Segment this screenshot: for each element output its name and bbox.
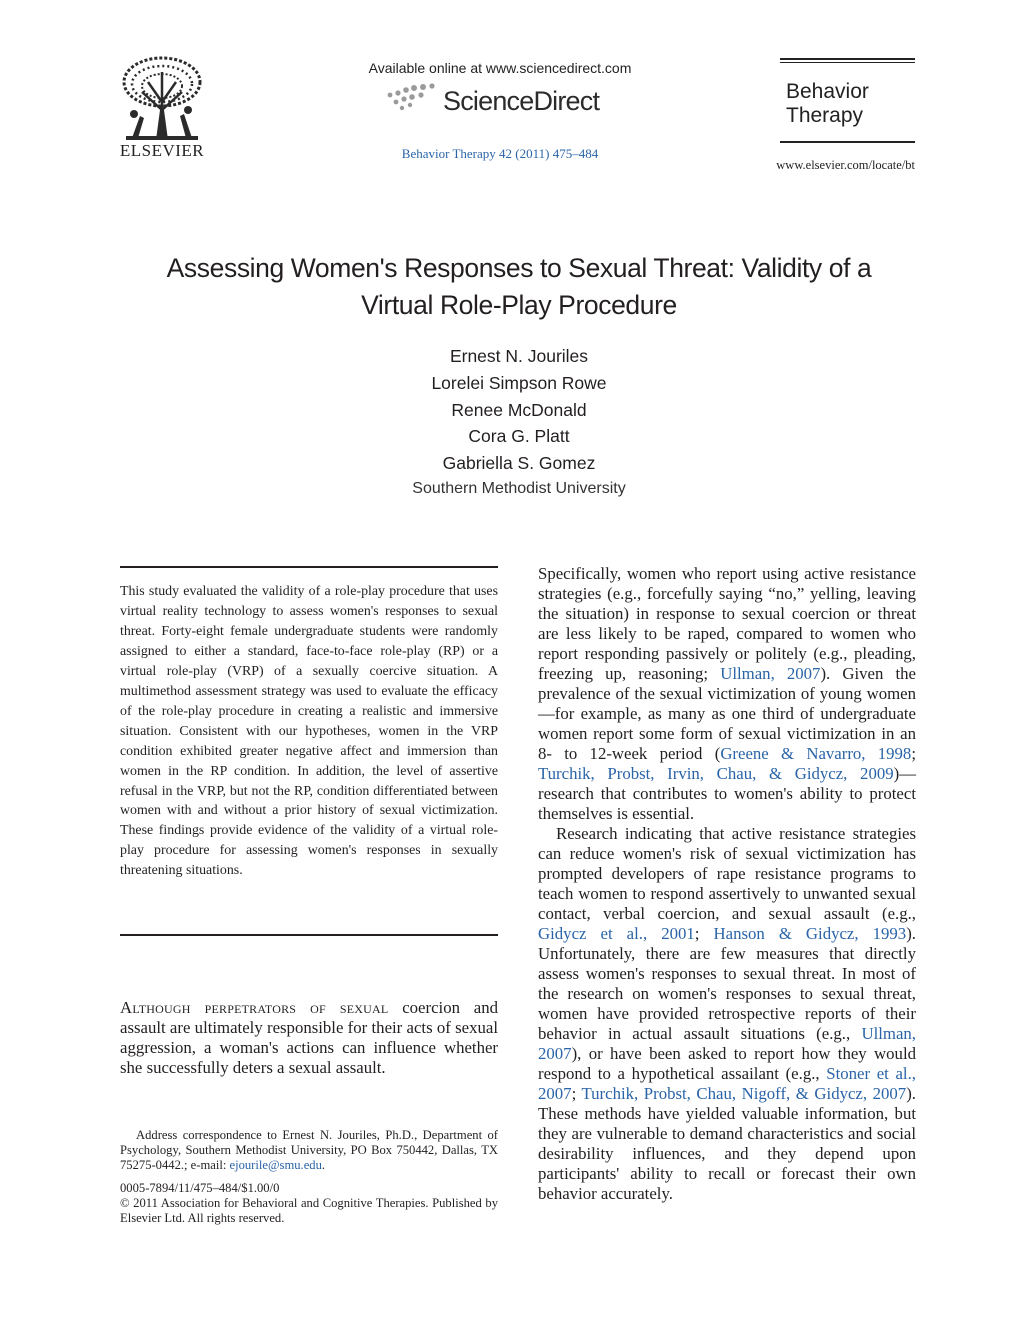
intro-text: coercion and assault are ultimately responsible for their acts of sexual aggression, a woman's actions can influence whether she successfully deters a sexual assault. [120,998,498,1077]
abstract-rule-top [120,566,498,568]
correspondence-text: Address correspondence to Ernest N. Jouriles, Ph.D., Department of Psychology, Southern Methodist University, PO Box 750442, Dallas, TX 75275-0442.; e-mail: [120,1128,498,1173]
author-name: Gabriella S. Gomez [442,453,596,474]
journal-url[interactable]: www.elsevier.com/locate/bt [776,158,915,172]
header-rule-top-thin [780,62,915,63]
body-text: Specifically, women who report using active resistance strategies (e.g., forcefully saying “no,” yelling, leaving the situation) in response to sexual coercion or threat are less likely to be raped, compared to women who report responding passively or politely (e.g., pleading, freezing up, reasoning; [538,564,916,683]
article-title-line1: Assessing Women's Responses to Sexual Threat: Validity of a [166,253,872,283]
correspondence-period: . [321,1158,326,1173]
header-rule-top [780,58,915,60]
available-online-text[interactable]: Available online at www.sciencedirect.com [368,60,632,76]
citation-link[interactable]: Ullman, 2007 [720,664,821,683]
body-paragraph [538,824,916,1204]
header-rule-bottom [780,141,915,143]
author-name: Renee McDonald [451,399,587,420]
citation-link[interactable]: Hanson & Gidycz, 1993 [713,924,907,943]
author-name: Ernest N. Jouriles [449,346,589,366]
body-text: ; [694,924,714,943]
affiliation: Southern Methodist University [412,480,626,497]
body-column-right [538,564,916,1204]
abstract-text: This study evaluated the validity of a role-play procedure that uses virtual reality technology to assess women's responses to sexual threat. Forty-eight female undergraduate students were randomly assigned to either a standard, face-to-face role-play (RP) or a virtual role-play (VRP) of a sexually coercive situation. A multimethod assessment strategy was used to evaluate the efficacy of the role-play procedure in creating a realistic and immersive situation. Consistent with our hypotheses, women in the VRP condition exhibited greater negative affect and immersion than women in the RP condition. In addition, the level of assertive refusal in the VRP, but not the RP, condition differentiated between women with and without a prior history of sexual victimization. These findings provide evidence of the validity of a virtual role-play procedure for assessing women's responses in sexually threatening situations. [120,584,498,879]
footnote [120,1128,498,1226]
citation-link[interactable]: Stoner et al., 2007 [538,1064,916,1103]
intro-paragraph [120,998,498,1078]
citation-link[interactable]: Turchik, Probst, Irvin, Chau, & Gidycz, 2009 [538,764,894,783]
sciencedirect-wordmark: ScienceDirect [443,86,600,116]
intro-smallcaps-lead: Although perpetrators of sexual [120,998,389,1017]
correspondence-note [120,1128,498,1174]
article-title-line2: Virtual Role-Play Procedure [361,290,677,320]
article-title [80,250,958,324]
issn-line: 0005-7894/11/475–484/$1.00/0 [120,1180,280,1195]
copyright-line: © 2011 Association for Behavioral and Cognitive Therapies. Published by Elsevier Ltd. All rights reserved. [120,1195,498,1226]
body-text: Research indicating that active resistance strategies can reduce women's risk of sexual victimization has prompted developers of rape resistance programs to teach women to respond assertively to unwanted sexual contact, verbal coercion, and sexual assault (e.g., [538,824,916,923]
body-text: ; [911,744,916,763]
citation-link[interactable]: Greene & Navarro, 1998 [720,744,912,763]
citation-link[interactable]: Gidycz et al., 2001 [538,924,695,943]
body-text: ). These methods have yielded valuable information, but they are vulnerable to demand characteristics and social desirability influences, and they depend upon participants' ability to recall or forecast their own behavior accurately. [538,1084,916,1203]
journal-title-line2: Therapy [786,104,864,127]
citation-link[interactable]: Turchik, Probst, Chau, Nigoff, & Gidycz, 2007 [581,1084,907,1103]
journal-title-line1: Behavior [786,80,869,103]
body-text: )—research that contributes to women's ability to protect themselves is essential. [538,764,916,823]
body-paragraph [538,564,916,824]
body-text: ). Unfortunately, there are few measures that directly assess women's responses to sexual threat. In most of the research on women's responses to sexual threat, women have provided retrospective reports of their behavior in actual assault situations (e.g., [538,924,916,1043]
author-name: Lorelei Simpson Rowe [431,372,607,393]
body-text: ; [571,1084,582,1103]
journal-title [786,80,869,128]
citation-link[interactable]: Ullman, 2007 [538,1024,916,1063]
email-link[interactable]: ejourile@smu.edu [229,1158,322,1173]
publisher-name: ELSEVIER [119,141,205,160]
body-text: ). Given the prevalence of the sexual victimization of young women—for example, as many as one third of undergraduate women report some form of sexual victimization in an 8- to 12-week period ( [538,664,916,763]
body-text: ), or have been asked to report how they would respond to a hypothetical assailant (e.g., [538,1044,916,1083]
author-name: Cora G. Platt [468,426,570,447]
abstract-rule-bottom [120,934,498,936]
journal-citation-link[interactable]: Behavior Therapy 42 (2011) 475–484 [401,146,599,161]
author-list [260,343,778,477]
